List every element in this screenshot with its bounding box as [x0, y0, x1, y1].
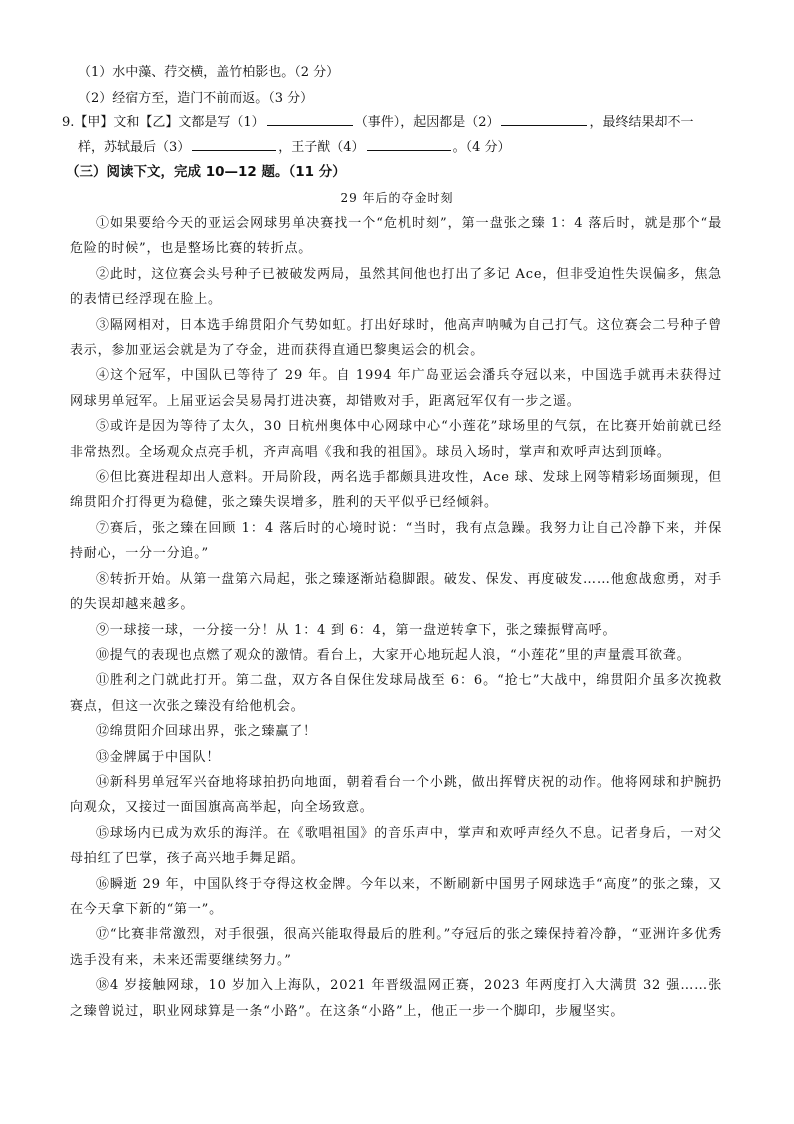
answer-blank-4[interactable] — [367, 136, 451, 151]
question-8-item-1: （1）水中藻、荇交横，盖竹柏影也。（2 分） — [78, 65, 340, 80]
question-9-text: ，王子猷（4） — [278, 140, 365, 155]
paragraph: ⑰“比赛非常激烈，对手很强，很高兴能取得最后的胜利。”夺冠后的张之臻保持着冷静，“亚洲许多优秀选手没有来，未来还需要继续努力。” — [70, 927, 722, 968]
question-9-line-2 — [62, 135, 722, 160]
paragraph: ⑦赛后，张之臻在回顾 1：4 落后时的心境时说：“当时，我有点急躁。我努力让自己冷静下来，并保持耐心，一分一分追。” — [70, 520, 722, 562]
paragraph: ⑫绵贯阳介回球出界，张之臻赢了！ — [96, 724, 317, 740]
paragraph: ⑤或许是因为等待了太久，30 日杭州奥体中心网球中心“小莲花”球场里的气氛，在比赛开始前就已经非常热烈。全场观众点亮手机，齐声高唱《我和我的祖国》。球员入场时，掌声和欢呼声达到顶峰。 — [70, 419, 722, 460]
article-title: 29 年后的夺金时刻 — [340, 191, 454, 205]
question-9-text: 样，苏轼最后（3） — [78, 140, 191, 155]
question-9 — [62, 110, 722, 160]
answer-blank-3[interactable] — [192, 136, 276, 151]
paragraph: ⑧转折开始。从第一盘第六局起，张之臻逐渐站稳脚跟。破发、保发、再度破发……他愈战愈勇，对手的失误却越来越多。 — [70, 571, 722, 613]
answer-blank-1[interactable] — [267, 111, 353, 126]
paragraph: ⑨一球接一球，一分接一分！从 1：4 到 6：4，第一盘逆转拿下，张之臻振臂高呼。 — [96, 622, 617, 638]
question-8-item-2: （2）经宿方至，造门不前而返。（3 分） — [78, 91, 314, 106]
paragraph: ②此时，这位赛会头号种子已被破发两局，虽然其间他也打出了多记 Ace，但非受迫性失误偏多，焦急的表情已经浮现在脸上。 — [70, 266, 722, 308]
paragraph: ①如果要给今天的亚运会网球男单决赛找一个“危机时刻”，第一盘张之臻 1：4 落后时，就是那个“最危险的时候”，也是整场比赛的转折点。 — [70, 216, 722, 257]
paragraph: ③隔网相对，日本选手绵贯阳介气势如虹。打出好球时，他高声呐喊为自己打气。这位赛会二号种子曾表示，参加亚运会就是为了夺金，进而获得直通巴黎奥运会的机会。 — [70, 317, 722, 359]
paragraph: ⑮球场内已成为欢乐的海洋。在《歌唱祖国》的音乐声中，掌声和欢呼声经久不息。记者身后，一对父母拍红了巴掌，孩子高兴地手舞足蹈。 — [70, 825, 722, 867]
question-9-text: 9.【甲】文和【乙】文都是写（1） — [62, 115, 265, 130]
article-body — [70, 211, 722, 1024]
paragraph: ⑭新科男单冠军兴奋地将球拍扔向地面，朝着看台一个小跳，做出挥臂庆祝的动作。他将网球和护腕扔向观众，又接过一面国旗高高举起，向全场致意。 — [70, 774, 722, 816]
question-9-line-1 — [62, 110, 722, 135]
paragraph: ⑪胜利之门就此打开。第二盘，双方各自保住发球局战至 6：6。“抢七”大战中，绵贯阳介虽多次挽救赛点，但这一次张之臻没有给他机会。 — [70, 673, 722, 714]
paragraph: ④这个冠军，中国队已等待了 29 年。自 1994 年广岛亚运会潘兵夺冠以来，中国选手就再未获得过网球男单冠军。上届亚运会吴易昺打进决赛，却错败对手，距离冠军仅有一步之遥。 — [70, 368, 722, 409]
section-heading: （三）阅读下文，完成 10—12 题。（11 分） — [66, 164, 346, 180]
paragraph: ⑬金牌属于中国队！ — [96, 749, 221, 765]
paragraph: ⑥但比赛进程却出人意料。开局阶段，两名选手都颇具进攻性，Ace 球、发球上网等精彩场面频现，但绵贯阳介打得更为稳健，张之臻失误增多，胜利的天平似乎已经倾斜。 — [70, 470, 722, 511]
question-9-text: 。（4 分） — [452, 140, 511, 155]
paragraph: ⑩提气的表现也点燃了观众的激情。看台上，大家开心地玩起人浪，“小莲花”里的声量震耳欲聋。 — [96, 647, 691, 663]
paragraph: ⑯瞬逝 29 年，中国队终于夺得这枚金牌。今年以来，不断刷新中国男子网球选手“高度”的张之臻，又在今天拿下新的“第一”。 — [70, 876, 722, 917]
answer-blank-2[interactable] — [501, 111, 587, 126]
paragraph: ⑱4 岁接触网球，10 岁加入上海队，2021 年晋级温网正赛，2023 年两度打入大满贯 32 强……张之臻曾说过，职业网球算是一条“小路”。在这条“小路”上，他正一步一个脚印，步履坚实。 — [70, 978, 722, 1019]
question-9-text: ，最终结果却不一 — [589, 115, 694, 130]
question-9-text: （事件），起因都是（2） — [354, 115, 500, 130]
